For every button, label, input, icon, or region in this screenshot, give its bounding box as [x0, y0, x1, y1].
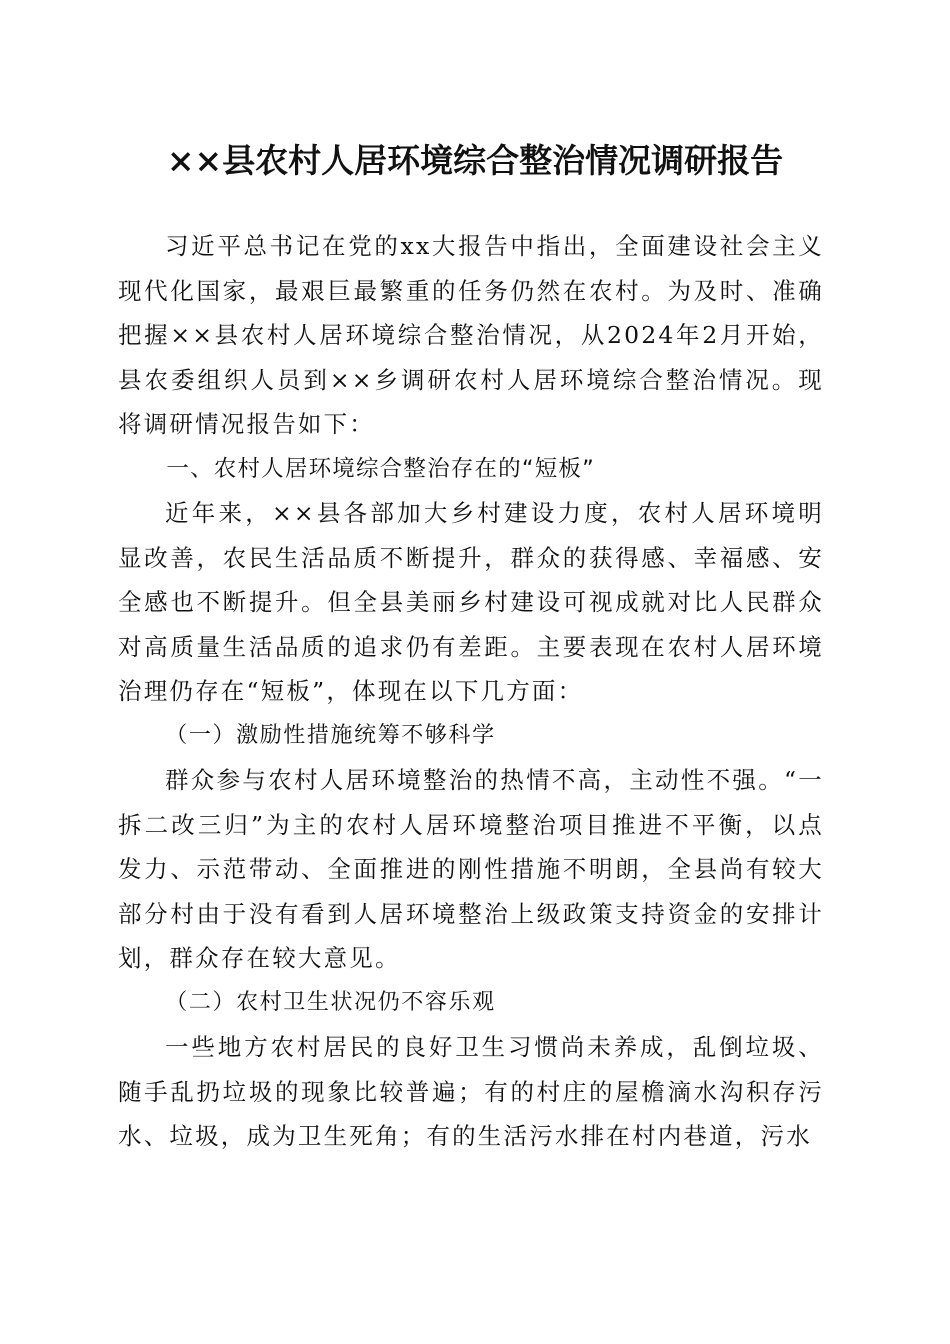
subsection-2-paragraph: 一些地方农村居民的良好卫生习惯尚未养成，乱倒垃圾、随手乱扔垃圾的现象比较普遍；有的村庄的屋檐滴水沟积存污水、垃圾，成为卫生死角；有的生活污水排在村内巷道，污水: [118, 1033, 824, 1150]
subsection-1-paragraph: 群众参与农村人居环境整治的热情不高，主动性不强。“一拆二改三归”为主的农村人居环境整治项目推进不平衡，以点发力、示范带动、全面推进的刚性措施不明朗，全县尚有较大部分村由于没有看到人居环境整治上级政策支持资金的安排计划，群众存在较大意见。: [118, 766, 824, 972]
subsection-1-heading: （一）激励性措施统筹不够科学: [165, 722, 496, 748]
intro-paragraph: 习近平总书记在党的xx大报告中指出，全面建设社会主义现代化国家，最艰巨最繁重的任务仍然在农村。为及时、准确把握××县农村人居环境综合整治情况，从2024年2月开始，县农委组织人员到××乡调研农村人居环境综合整治情况。现将调研情况报告如下：: [118, 232, 824, 438]
subsection-2-heading: （二）农村卫生状况仍不容乐观: [165, 989, 496, 1015]
section-1-paragraph: 近年来，××县各部加大乡村建设力度，农村人居环境明显改善，农民生活品质不断提升，群众的获得感、幸福感、安全感也不断提升。但全县美丽乡村建设可视成就对比人民群众对高质量生活品质的追求仍有差距。主要表现在农村人居环境治理仍存在“短板”，体现在以下几方面：: [118, 499, 824, 705]
section-1-heading: 一、农村人居环境综合整治存在的“短板”: [166, 455, 595, 482]
document-title: ××县农村人居环境综合整治情况调研报告: [166, 141, 784, 180]
document-body: [118, 224, 824, 1159]
